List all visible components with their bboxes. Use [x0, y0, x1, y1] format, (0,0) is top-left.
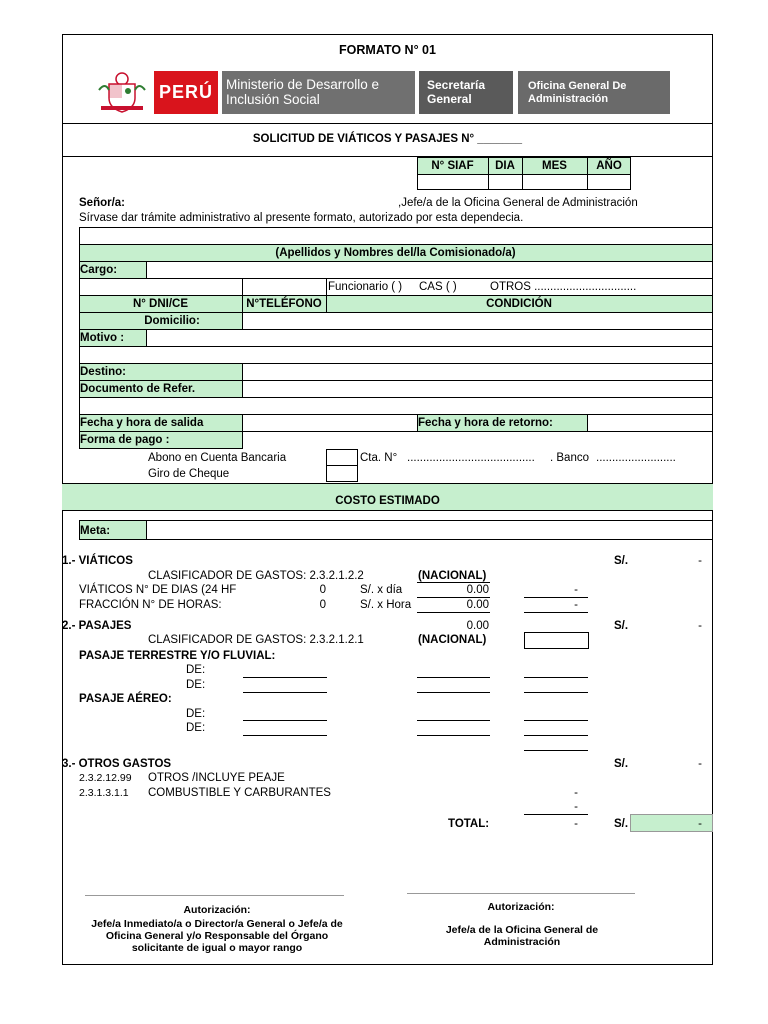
forma-pago-label: Forma de pago : — [80, 434, 170, 446]
jefe-title: ,Jefe/a de la Oficina General de Administración — [398, 197, 638, 209]
left-auth-title: Autorización: — [183, 904, 251, 916]
pasajes-clasificador: CLASIFICADOR DE GASTOS: 2.3.2.1.2.1 — [148, 634, 364, 646]
condicion-header: CONDICIÓN — [486, 298, 552, 310]
giro-label: Giro de Cheque — [148, 468, 230, 480]
otros-item-label-1: OTROS /INCLUYE PEAJE — [148, 772, 285, 784]
oficina-logo: Oficina General De Administración — [518, 71, 670, 114]
documento-label: Documento de Refer. — [80, 383, 196, 395]
otros-gastos-amount: - — [698, 758, 702, 770]
domicilio-input[interactable] — [243, 313, 712, 329]
x-dia-total: - — [574, 584, 578, 596]
x-dia-label: S/. x día — [360, 584, 403, 596]
total-currency: S/. — [614, 818, 629, 830]
destino-label: Destino: — [80, 366, 126, 378]
abono-checkbox[interactable] — [326, 449, 358, 466]
aereo-de-2: DE: — [186, 722, 206, 734]
siaf-header: N° SIAF — [431, 160, 474, 172]
pasajes-currency: S/. — [614, 620, 629, 632]
aereo-label: PASAJE AÉREO: — [79, 693, 172, 705]
x-hora-value[interactable]: 0.00 — [466, 599, 489, 611]
telefono-header: N°TELÉFONO — [246, 298, 322, 310]
left-auth-role: Jefe/a Inmediato/a o Director/a General o Jefe/a de Oficina General y/o Responsable del Órgano solicitante de igual o mayor rango — [91, 918, 343, 954]
otros-option[interactable]: OTROS ................................ — [490, 281, 637, 293]
viaticos-currency: S/. — [614, 555, 629, 567]
total-amount: - — [698, 818, 702, 830]
retorno-label: Fecha y hora de retorno: — [418, 417, 553, 429]
costo-estimado-header: COSTO ESTIMADO — [335, 495, 440, 507]
funcionario-option[interactable]: Funcionario ( ) — [328, 281, 403, 293]
cargo-input[interactable] — [147, 262, 712, 278]
pasajes-value: 0.00 — [466, 620, 489, 632]
mes-header: MES — [542, 160, 567, 172]
commissioner-name-header: (Apellidos y Nombres del/la Comisionado/a) — [275, 247, 516, 259]
otros-item-value-2: - — [574, 801, 578, 813]
pasajes-title: 2.- PASAJES — [62, 620, 132, 632]
right-auth-title: Autorización: — [487, 901, 555, 913]
senor-label: Señor/a: — [79, 197, 126, 209]
viaticos-tipo: (NACIONAL) — [418, 570, 487, 582]
terrestre-de-2: DE: — [186, 679, 206, 691]
terrestre-de-1: DE: — [186, 664, 206, 676]
viaticos-horas-value[interactable]: 0 — [319, 599, 326, 611]
viaticos-horas-label: FRACCIÓN N° DE HORAS: — [79, 599, 222, 611]
pasajes-amount: - — [698, 620, 702, 632]
meta-label: Meta: — [80, 525, 111, 537]
otros-item-code-2: 2.3.1.3.1.1 — [79, 787, 129, 799]
cargo-label: Cargo: — [80, 264, 118, 276]
otros-item-value-1: - — [574, 787, 578, 799]
salida-label: Fecha y hora de salida — [80, 417, 204, 429]
viaticos-title: 1.- VIÁTICOS — [62, 555, 133, 567]
dia-header: DIA — [495, 160, 515, 172]
abono-label: Abono en Cuenta Bancaria — [148, 452, 287, 464]
banco-input[interactable]: ......................... — [596, 452, 676, 464]
motivo-label: Motivo : — [80, 332, 125, 344]
viaticos-dias-label: VIÁTICOS N° DE DIAS (24 HF — [79, 584, 237, 596]
form-title: FORMATO N° 01 — [339, 43, 436, 57]
otros-item-label-2: COMBUSTIBLE Y CARBURANTES — [148, 787, 331, 799]
domicilio-label: Domicilio: — [144, 315, 200, 327]
otros-item-code-1: 2.3.2.12.99 — [79, 772, 132, 784]
ano-header: AÑO — [596, 160, 622, 172]
otros-gastos-currency: S/. — [614, 758, 629, 770]
x-hora-total: - — [574, 599, 578, 611]
pasajes-box[interactable] — [524, 632, 589, 649]
mes-input[interactable] — [523, 175, 587, 189]
total-label: TOTAL: — [448, 818, 490, 830]
peru-logo: PERÚ — [154, 71, 218, 114]
x-hora-label: S/. x Hora — [360, 599, 412, 611]
aereo-de-1: DE: — [186, 708, 206, 720]
x-dia-value[interactable]: 0.00 — [466, 584, 489, 596]
pasajes-tipo: (NACIONAL) — [418, 634, 487, 646]
cta-label: Cta. N° — [360, 452, 398, 464]
cas-option[interactable]: CAS ( ) — [419, 281, 457, 293]
ministerio-logo: Ministerio de Desarrollo e Inclusión Social — [222, 71, 415, 114]
documento-input[interactable] — [243, 381, 712, 397]
right-auth-role: Jefe/a de la Oficina General de Administración — [445, 924, 599, 948]
form-subtitle: SOLICITUD DE VIÁTICOS Y PASAJES N° _______ — [252, 133, 523, 145]
viaticos-dias-value[interactable]: 0 — [319, 584, 326, 596]
banco-label: . Banco — [550, 452, 589, 464]
dni-header: N° DNI/CE — [132, 298, 189, 310]
meta-input[interactable] — [147, 521, 712, 539]
total-value: - — [574, 818, 578, 830]
secretaria-logo: Secretaría General — [419, 71, 513, 114]
salida-input[interactable] — [243, 415, 417, 431]
viaticos-clasificador: CLASIFICADOR DE GASTOS: 2.3.2.1.2.2 — [148, 570, 364, 582]
giro-checkbox[interactable] — [326, 465, 358, 482]
siaf-input[interactable] — [418, 175, 488, 189]
ano-input[interactable] — [588, 175, 630, 189]
dia-input[interactable] — [489, 175, 522, 189]
terrestre-label: PASAJE TERRESTRE Y/O FLUVIAL: — [79, 650, 276, 662]
viaticos-amount: - — [698, 555, 702, 567]
cta-input[interactable]: ........................................ — [407, 452, 535, 464]
peru-shield-icon — [95, 70, 149, 114]
destino-input[interactable] — [243, 364, 712, 380]
motivo-input[interactable] — [147, 330, 712, 346]
retorno-input[interactable] — [588, 415, 712, 431]
request-text: Sírvase dar trámite administrativo al presente formato, autorizado por esta dependecia. — [79, 212, 524, 224]
otros-gastos-title: 3.- OTROS GASTOS — [62, 758, 172, 770]
